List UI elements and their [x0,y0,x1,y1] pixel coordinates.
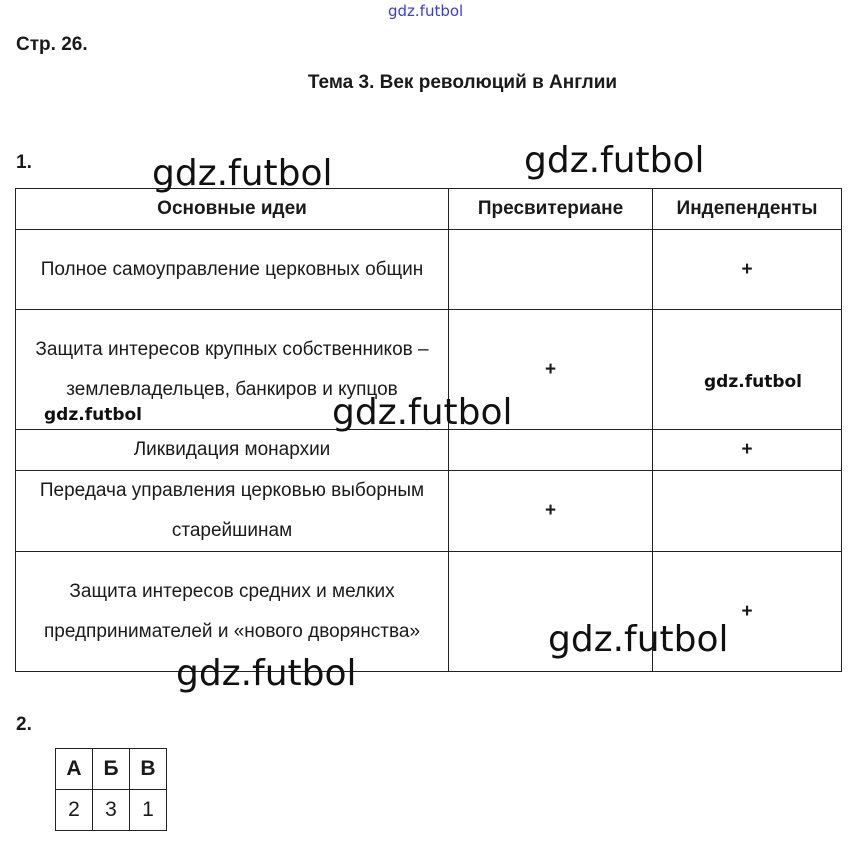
header-ideas: Основные идеи [16,189,449,230]
answer-value-row [56,790,167,831]
page-label: Стр. 26. [16,34,88,55]
idea-cell: Полное самоуправление церковных общин [16,230,449,310]
answer-value: 2 [56,790,93,831]
idea-cell: Защита интересов средних и мелких предпринимателей и «нового дворянства» [16,552,449,672]
header-presbyterians: Пресвитериане [449,189,653,230]
answer-header: В [130,749,167,790]
indep-cell [653,310,842,430]
watermark: gdz.futbol [524,140,705,181]
watermark: gdz.futbol [44,405,142,425]
watermark: gdz.futbol [176,653,357,694]
table-row [16,471,842,552]
indep-cell: + [653,430,842,471]
presb-cell [449,430,653,471]
indep-cell [653,471,842,552]
watermark: gdz.futbol [332,392,513,433]
table-row [16,230,842,310]
task1-number: 1. [16,152,32,173]
indep-cell: + [653,552,842,672]
idea-cell: Передача управления церковью выборным старейшинам [16,471,449,552]
indep-cell: + [653,230,842,310]
idea-cell: Защита интересов крупных собственников – землевладельцев, банкиров и купцов [16,310,449,430]
presb-cell [449,230,653,310]
answer-header: Б [93,749,130,790]
answer-table [55,748,167,831]
header-independents: Индепенденты [653,189,842,230]
watermark: gdz.futbol [152,153,333,194]
topic-title: Тема 3. Век революций в Англии [307,72,618,93]
presb-cell: + [449,310,653,430]
presb-cell: + [449,471,653,552]
watermark: gdz.futbol [704,372,802,392]
watermark-top: gdz.futbol [388,2,464,20]
answer-value: 1 [130,790,167,831]
table-header-row [16,189,842,230]
table-row [16,430,842,471]
answer-header-row [56,749,167,790]
answer-header: А [56,749,93,790]
answer-value: 3 [93,790,130,831]
watermark: gdz.futbol [548,619,729,660]
task2-number: 2. [16,714,32,735]
idea-cell: Ликвидация монархии [16,430,449,471]
